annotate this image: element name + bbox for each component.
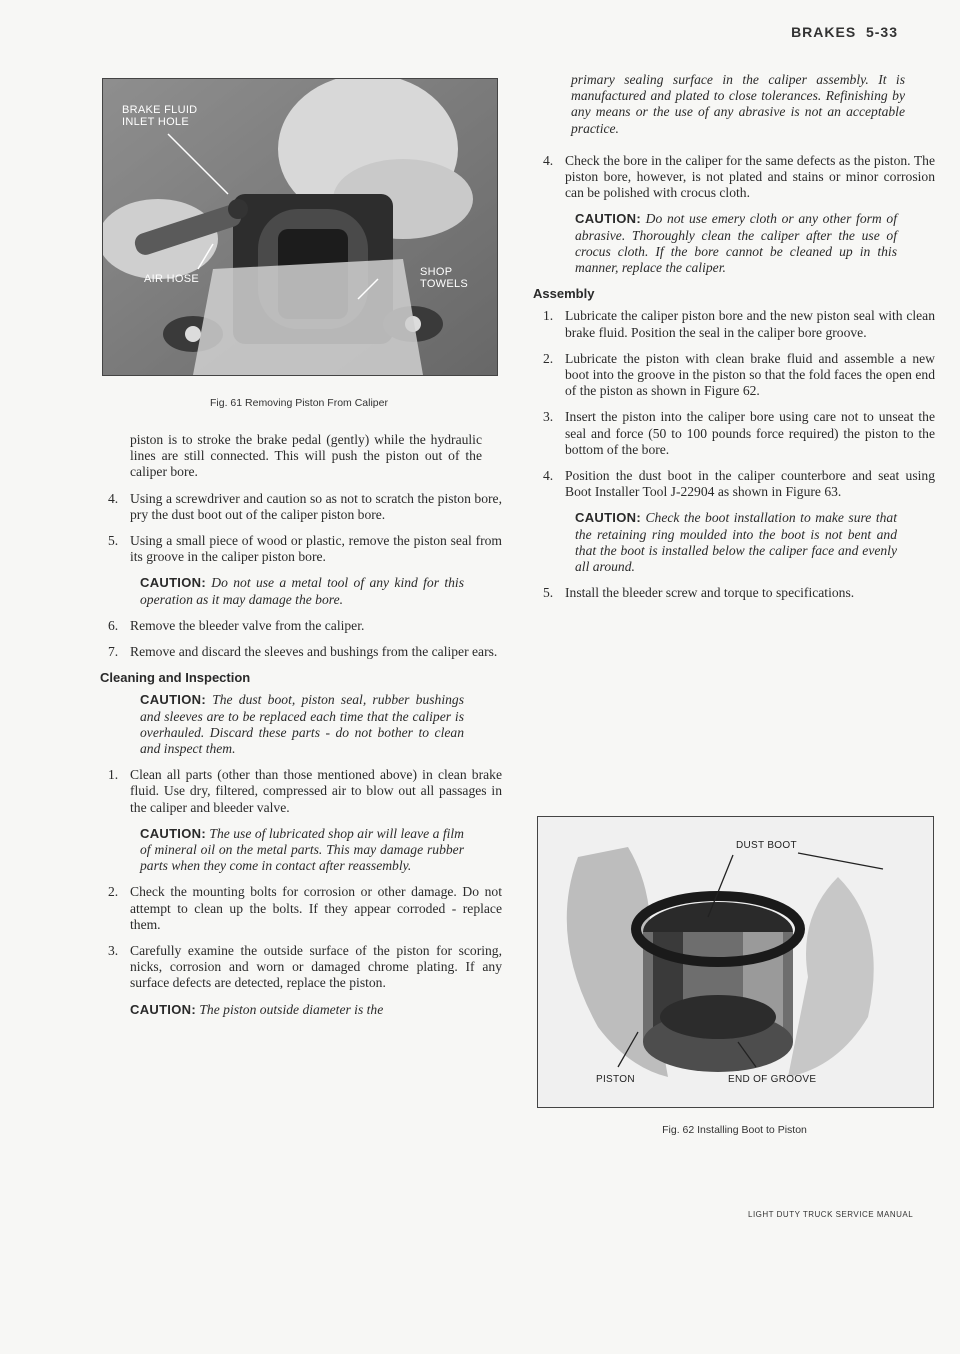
step-text: Clean all parts (other than those mentioned above) in clean brake fluid. Use dry, filtered, compressed air to blow out all passages in the caliper and bleeder valve.	[130, 767, 502, 815]
clean-step-1	[100, 767, 502, 816]
step-6	[100, 618, 502, 634]
label-line: BRAKE FLUID	[122, 104, 198, 116]
caution-text: Check the boot installation to make sure that the retaining ring moulded into the boot is not bent and that the boot is installed below the caliper face and evenly all around.	[575, 510, 897, 575]
step-number: 1.	[543, 308, 554, 324]
caution-1	[100, 575, 502, 607]
page-footer: LIGHT DUTY TRUCK SERVICE MANUAL	[748, 1210, 914, 1219]
end-of-groove-label: END OF GROOVE	[728, 1074, 817, 1085]
label-line: SHOP	[420, 266, 453, 278]
caution-5	[535, 211, 935, 276]
continued-paragraph: piston is to stroke the brake pedal (gently) while the hydraulic lines are still connected. This will push the piston out of the caliper bore.	[130, 432, 482, 480]
figure-62-caption: Fig. 62 Installing Boot to Piston	[662, 1124, 807, 1136]
step-number: 4.	[108, 490, 119, 506]
step-4	[100, 491, 502, 523]
caution-4	[100, 1002, 502, 1018]
step-number: 2.	[108, 884, 119, 900]
dust-boot-label: DUST BOOT	[736, 840, 797, 851]
caution-2	[100, 692, 502, 757]
step-number: 6.	[108, 617, 119, 633]
left-column	[100, 432, 502, 1028]
shop-towels-label	[420, 266, 468, 290]
caution-text: Do not use a metal tool of any kind for this operation as it may damage the bore.	[140, 575, 464, 607]
caution-label: CAUTION:	[575, 510, 641, 526]
step-number: 4.	[543, 468, 554, 484]
step-number: 4.	[543, 152, 554, 168]
step-number: 3.	[108, 943, 119, 959]
step-text: Using a screwdriver and caution so as not to scratch the piston bore, pry the dust boot out of the caliper piston bore.	[130, 490, 502, 522]
step-number: 7.	[108, 644, 119, 660]
step-number: 5.	[108, 533, 119, 549]
brake-fluid-inlet-label	[122, 104, 197, 128]
caution-label: CAUTION:	[140, 692, 206, 708]
caution-label: CAUTION:	[140, 825, 206, 841]
step-number: 5.	[543, 585, 554, 601]
assembly-step-1	[535, 308, 935, 340]
figure-61-caption: Fig. 61 Removing Piston From Caliper	[210, 397, 388, 409]
assembly-step-4	[535, 468, 935, 500]
label-line: TOWELS	[420, 278, 469, 290]
caution-3	[100, 826, 502, 875]
caution-label: CAUTION:	[575, 211, 641, 227]
air-hose-label: AIR HOSE	[144, 273, 199, 285]
piston-label: PISTON	[596, 1074, 635, 1085]
step-5	[100, 533, 502, 565]
step-text: Remove the bleeder valve from the caliper.	[130, 617, 365, 633]
figure-62-photo	[537, 816, 934, 1108]
caution-text: The dust boot, piston seal, rubber bushings and sleeves are to be replaced each time that the caliper is overhauled. Discard these parts - do not bother to clean and inspect them.	[140, 692, 464, 757]
step-text: Install the bleeder screw and torque to specifications.	[565, 585, 855, 601]
assembly-step-3	[535, 409, 935, 458]
clean-step-2	[100, 884, 502, 933]
section-heading-cleaning: Cleaning and Inspection	[100, 670, 251, 686]
step-text: Lubricate the caliper piston bore and the new piston seal with clean brake fluid. Position the seal in the caliper bore groove.	[565, 308, 935, 340]
caution-text: The piston outside diameter is the	[199, 1001, 384, 1017]
caution-label: CAUTION:	[130, 1001, 196, 1017]
step-text: Check the mounting bolts for corrosion or other damage. Do not attempt to clean up the bolts. If they appear corroded - replace them.	[130, 884, 502, 932]
step-text: Check the bore in the caliper for the same defects as the piston. The piston bore, however, is not plated and stains or minor corrosion can be polished with crocus cloth.	[565, 152, 935, 201]
step-text: Position the dust boot in the caliper counterbore and seat using Boot Installer Tool J-22904 as shown in Figure 63.	[565, 468, 935, 500]
step-number: 1.	[108, 767, 119, 783]
page-number: 5-33	[865, 24, 898, 40]
step-text: Remove and discard the sleeves and bushings from the caliper ears.	[130, 644, 498, 660]
step-text: Insert the piston into the caliper bore using care not to unseat the seal and force (50 to 100 pounds force required) the piston to the bottom of the bore.	[565, 409, 935, 457]
caution-6	[535, 510, 935, 575]
section-title: BRAKES	[791, 24, 857, 40]
step-text: Using a small piece of wood or plastic, remove the piston seal from its groove in the caliper piston bore.	[130, 533, 502, 565]
assembly-step-2	[535, 351, 935, 400]
step-text: Carefully examine the outside surface of the piston for scoring, nicks, corrosion and worn or damaged chrome plating. If any surface defects are detected, replace the piston.	[130, 943, 502, 991]
page-header	[791, 24, 898, 40]
caution-label: CAUTION:	[140, 575, 206, 591]
clean-step-3	[100, 943, 502, 992]
assembly-step-5	[535, 585, 935, 601]
step-7	[100, 644, 502, 660]
step-number: 3.	[543, 409, 554, 425]
caution-text: The use of lubricated shop air will leave a film of mineral oil on the metal parts. This may damage rubber parts when they come in contact after reassembly.	[140, 825, 464, 874]
step-number: 2.	[543, 350, 554, 366]
right-column	[535, 72, 935, 611]
step-text: Lubricate the piston with clean brake fluid and assemble a new boot into the groove in the piston so that the fold faces the open end of the piston as shown in Figure 62.	[565, 350, 935, 399]
caution-text: Do not use emery cloth or any other form of abrasive. Thoroughly clean the caliper after the use of crocus cloth. If the bore cannot be cleaned up in this manner, replace the caliper.	[575, 211, 897, 276]
clean-step-4	[535, 153, 935, 202]
continued-caution: primary sealing surface in the caliper assembly. It is manufactured and plated to close tolerances. Refinishing by any means or the use of any abrasive is not an acceptable practice.	[571, 72, 905, 136]
section-heading-assembly: Assembly	[533, 286, 595, 302]
label-line: INLET HOLE	[122, 116, 189, 128]
